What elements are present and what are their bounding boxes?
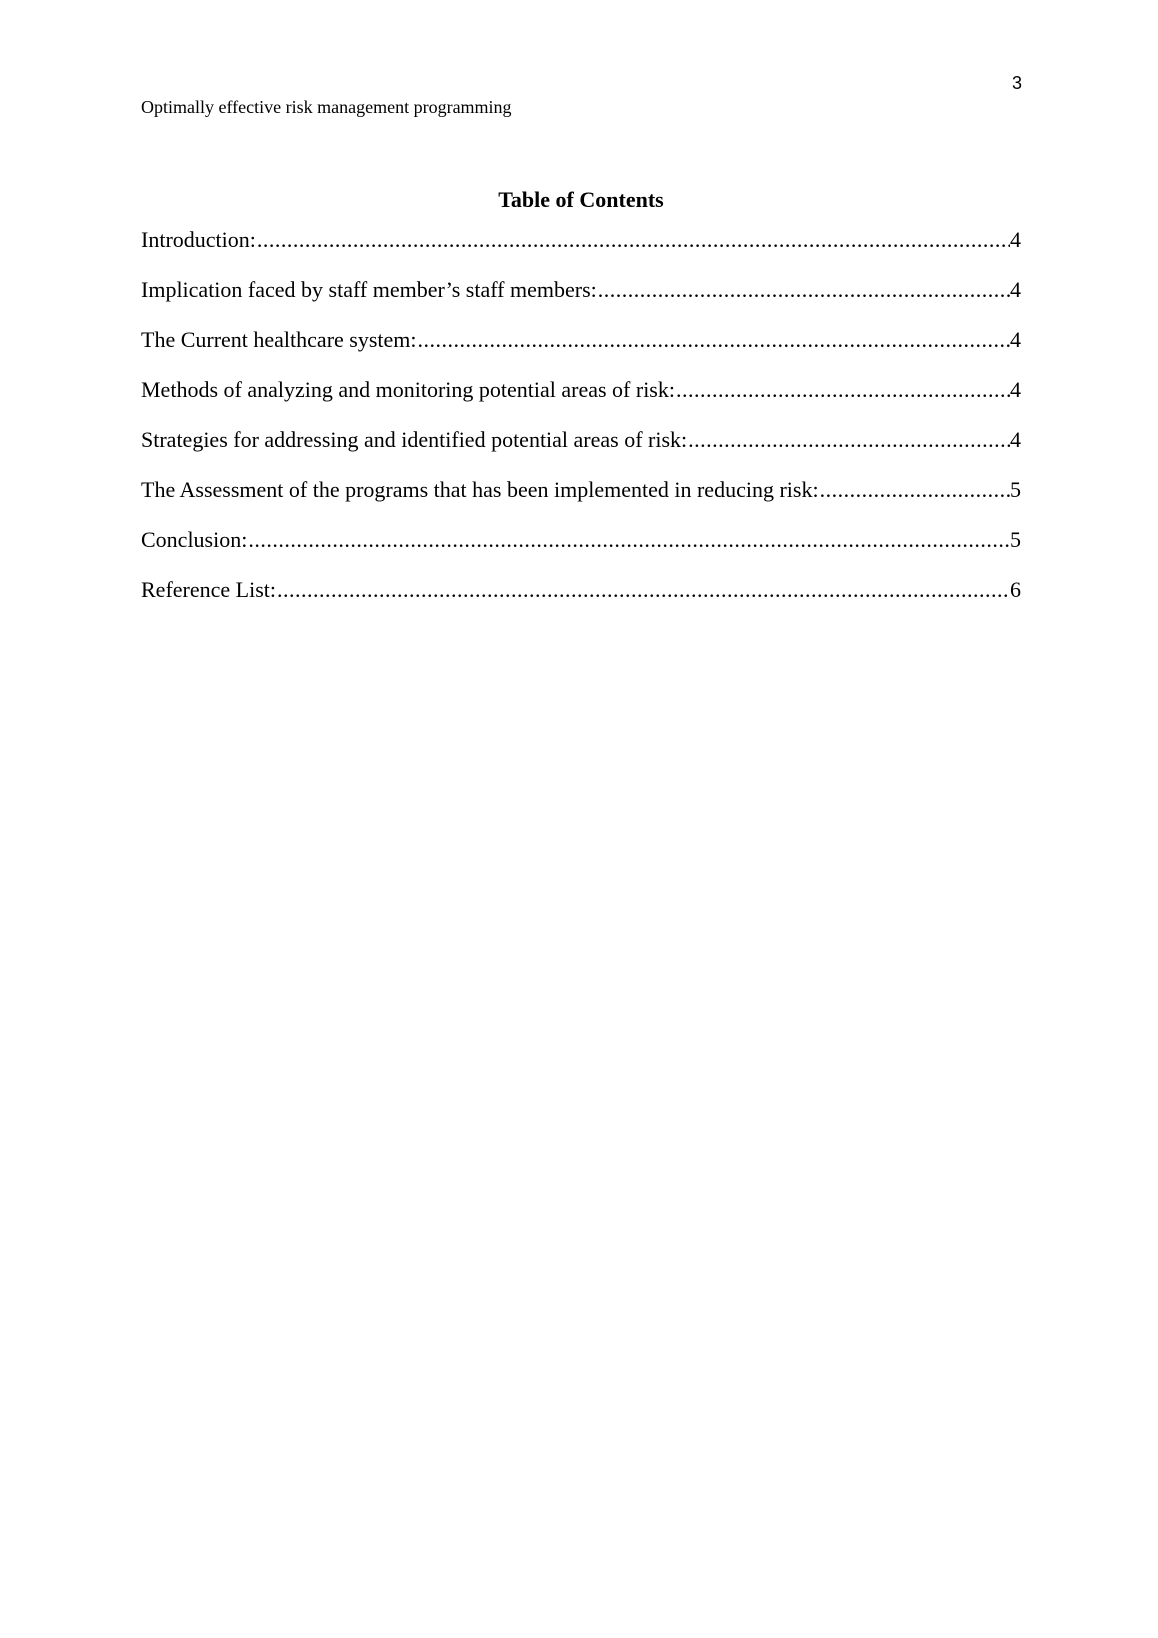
toc-dot-leader <box>277 577 1010 603</box>
toc-entry-introduction[interactable] <box>141 227 1021 277</box>
toc-entry-label: The Assessment of the programs that has been implemented in reducing risk: <box>141 477 819 502</box>
toc-entry-assessment[interactable] <box>141 477 1021 527</box>
toc-entry-conclusion[interactable] <box>141 527 1021 577</box>
toc-entry-current-healthcare-system[interactable] <box>141 327 1021 377</box>
toc-entry-page: 4 <box>1010 327 1021 352</box>
toc-dot-leader <box>248 527 1010 553</box>
toc-entry-label: The Current healthcare system: <box>141 327 417 352</box>
toc-entry-implication[interactable] <box>141 277 1021 327</box>
toc-dot-leader <box>676 377 1010 403</box>
toc-dot-leader <box>598 277 1010 303</box>
toc-list <box>141 227 1021 627</box>
toc-dot-leader <box>688 427 1010 453</box>
toc-entry-label: Implication faced by staff member’s staff members: <box>141 277 597 302</box>
toc-title: Table of Contents <box>498 187 664 212</box>
toc-entry-page: 4 <box>1010 377 1021 402</box>
toc-entry-page: 5 <box>1010 477 1021 502</box>
toc-entry-page: 5 <box>1010 527 1021 552</box>
toc-entry-page: 6 <box>1010 577 1021 602</box>
toc-entry-page: 4 <box>1010 227 1021 252</box>
toc-entry-page: 4 <box>1010 277 1021 302</box>
running-head: Optimally effective risk management programming <box>141 97 512 117</box>
toc-entry-label: Reference List: <box>141 577 276 602</box>
page-number: 3 <box>1011 73 1022 93</box>
toc-entry-label: Conclusion: <box>141 527 248 552</box>
toc-entry-reference-list[interactable] <box>141 577 1021 627</box>
toc-dot-leader <box>418 327 1010 353</box>
toc-dot-leader <box>257 227 1010 253</box>
toc-dot-leader <box>820 477 1010 503</box>
toc-entry-label: Introduction: <box>141 227 256 252</box>
toc-entry-methods[interactable] <box>141 377 1021 427</box>
toc-entry-page: 4 <box>1010 427 1021 452</box>
toc-entry-strategies[interactable] <box>141 427 1021 477</box>
toc-entry-label: Methods of analyzing and monitoring potential areas of risk: <box>141 377 675 402</box>
toc-entry-label: Strategies for addressing and identified potential areas of risk: <box>141 427 688 452</box>
